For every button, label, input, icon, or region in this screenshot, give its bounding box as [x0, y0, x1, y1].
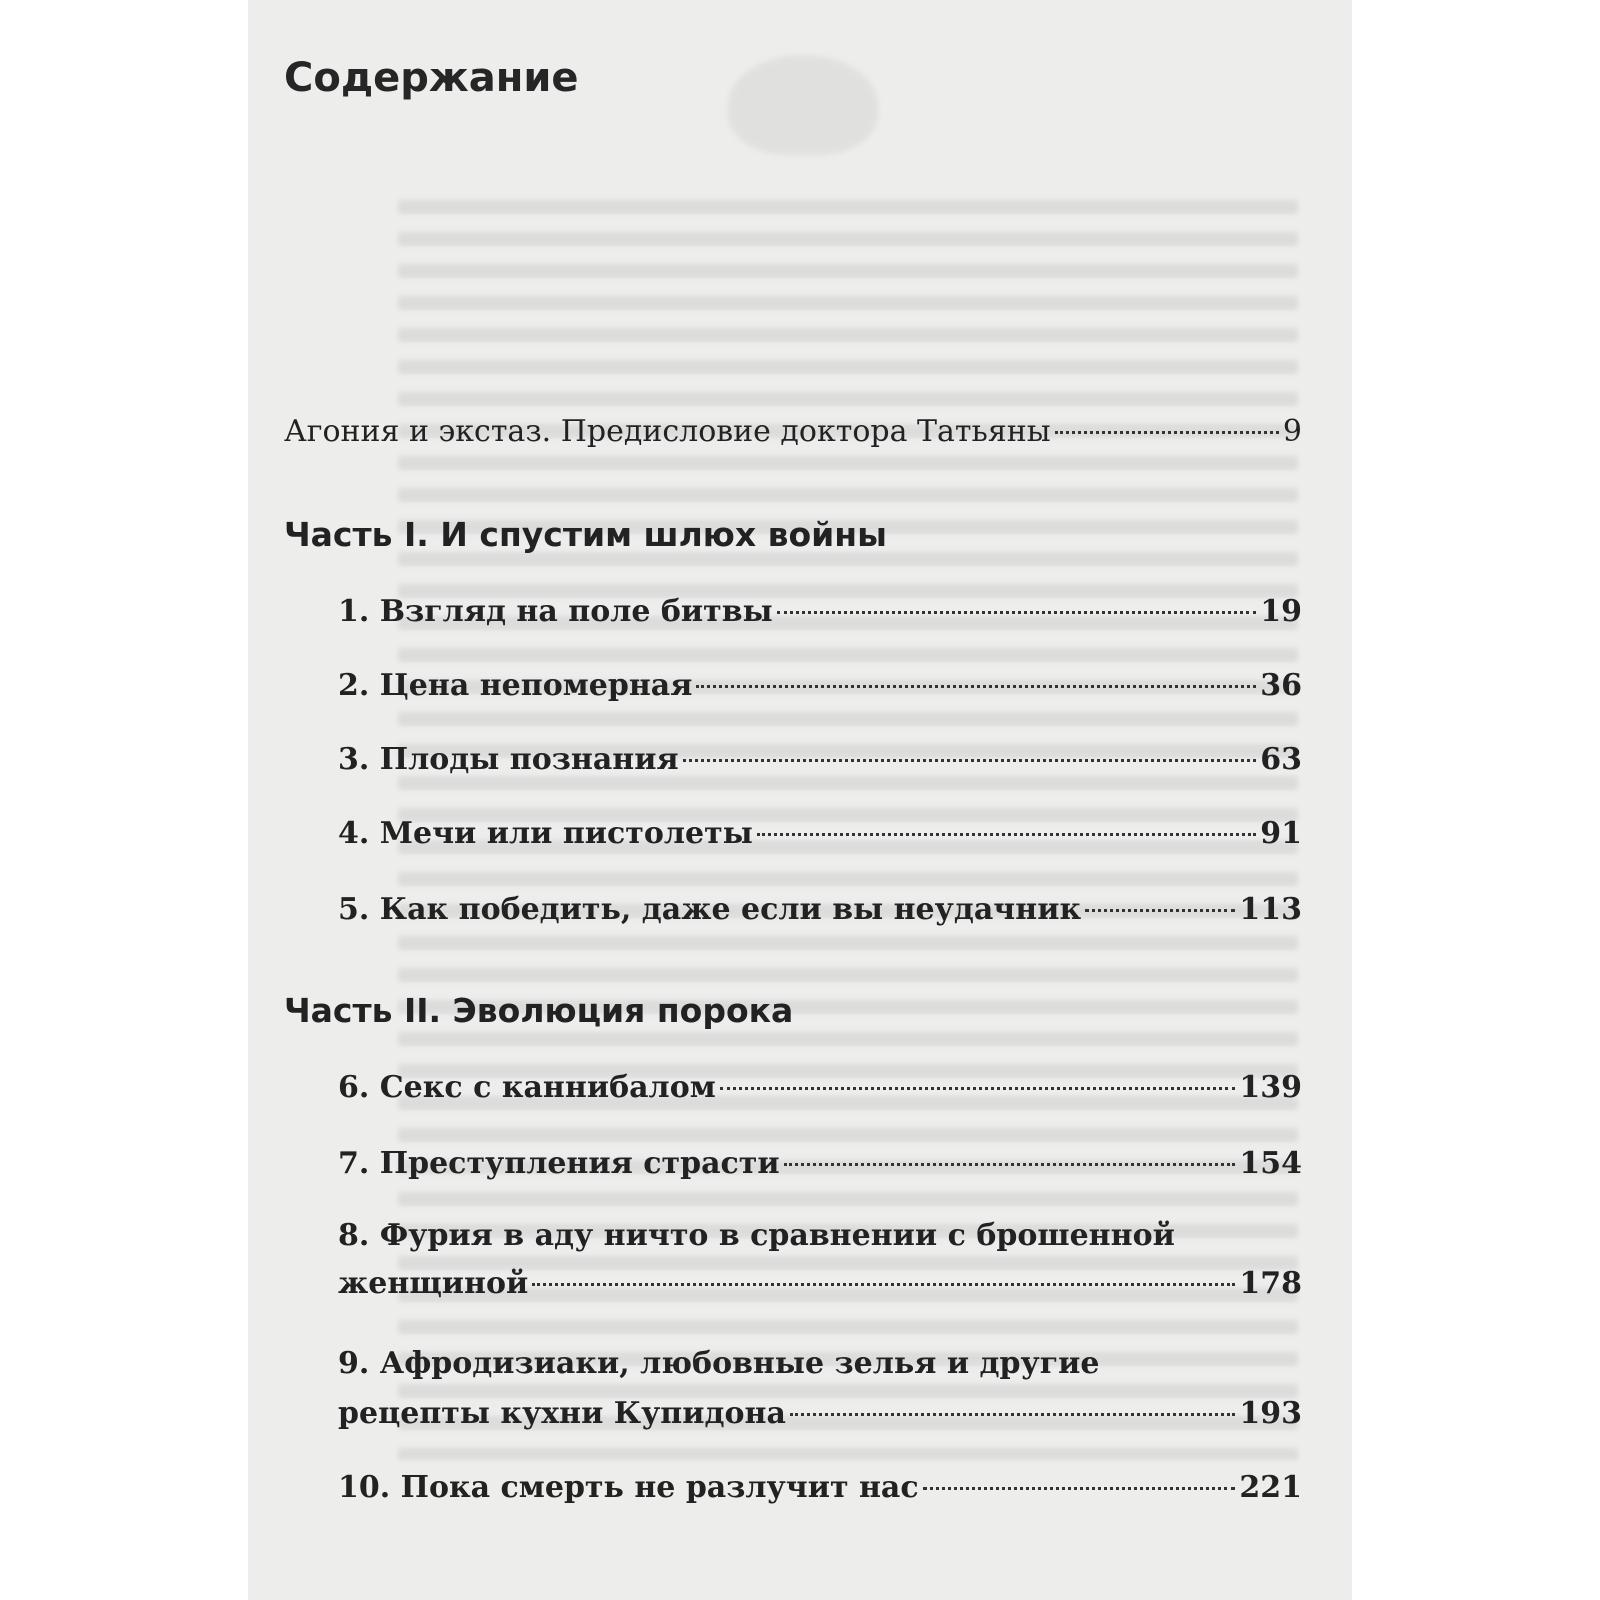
chapter-number: 10. [338, 1470, 391, 1505]
dot-leader [1055, 431, 1279, 434]
chapter-number: 5. [338, 892, 370, 927]
toc-entry-chapter-7 [338, 1142, 1302, 1186]
chapter-number: 1. [338, 594, 370, 629]
toc-entry-chapter-5 [338, 888, 1302, 932]
dot-leader [777, 611, 1257, 614]
chapter-page: 36 [1260, 668, 1302, 703]
chapter-title: Секс с каннибалом [379, 1070, 716, 1105]
chapter-title-line-1: Фурия в аду ничто в сравнении с брошенной [379, 1218, 1175, 1253]
chapter-page: 221 [1239, 1470, 1302, 1505]
part-heading-1: Часть I. И спустим шлюх войны [284, 515, 887, 554]
dot-leader [757, 833, 1256, 836]
toc-entry-preface [284, 410, 1302, 454]
toc-entry-chapter-3 [338, 738, 1302, 782]
chapter-title: Мечи или пистолеты [379, 816, 753, 851]
chapter-page: 19 [1260, 594, 1302, 629]
chapter-number: 4. [338, 816, 370, 851]
dot-leader [790, 1413, 1235, 1416]
toc-entry-chapter-10 [338, 1466, 1302, 1510]
toc-entry-chapter-8-line-1 [338, 1214, 1175, 1258]
publisher-logo-bleed [728, 55, 878, 155]
book-page [248, 0, 1352, 1600]
chapter-number: 7. [338, 1146, 370, 1181]
dot-leader [784, 1163, 1236, 1166]
chapter-page: 91 [1260, 816, 1302, 851]
chapter-page: 154 [1239, 1146, 1302, 1181]
dot-leader [532, 1283, 1235, 1286]
toc-entry-page: 9 [1282, 414, 1302, 449]
dot-leader [696, 685, 1256, 688]
toc-entry-chapter-9-line-1 [338, 1342, 1099, 1386]
chapter-title-line-2: женщиной [338, 1266, 529, 1301]
chapter-title: Цена непомерная [379, 668, 693, 703]
chapter-page: 113 [1239, 892, 1302, 927]
chapter-number: 3. [338, 742, 370, 777]
chapter-page: 63 [1260, 742, 1302, 777]
chapter-page: 178 [1239, 1266, 1302, 1301]
dot-leader [720, 1087, 1236, 1090]
chapter-number: 8. [338, 1218, 370, 1253]
chapter-title: Преступления страсти [379, 1146, 780, 1181]
chapter-title-line-2: рецепты кухни Купидона [338, 1396, 786, 1431]
toc-entry-chapter-9-line-2 [338, 1392, 1302, 1436]
chapter-page: 139 [1239, 1070, 1302, 1105]
toc-entry-chapter-6 [338, 1066, 1302, 1110]
chapter-title: Как победить, даже если вы неудачник [379, 892, 1082, 927]
chapter-title: Плоды познания [379, 742, 679, 777]
part-heading-2: Часть II. Эволюция порока [284, 991, 794, 1030]
chapter-title-line-1: Афродизиаки, любовные зелья и другие [379, 1346, 1100, 1381]
dot-leader [1085, 909, 1235, 912]
toc-entry-chapter-1 [338, 590, 1302, 634]
chapter-number: 6. [338, 1070, 370, 1105]
dot-leader [683, 759, 1257, 762]
dot-leader [923, 1487, 1236, 1490]
toc-entry-chapter-8-line-2 [338, 1262, 1302, 1306]
toc-entry-chapter-2 [338, 664, 1302, 708]
toc-entry-chapter-4 [338, 812, 1302, 856]
page-title: Содержание [284, 55, 579, 101]
toc-entry-title: Агония и экстаз. Предисловие доктора Татьяны [284, 414, 1051, 449]
chapter-number: 2. [338, 668, 370, 703]
chapter-title: Взгляд на поле битвы [379, 594, 773, 629]
chapter-number: 9. [338, 1346, 370, 1381]
chapter-title: Пока смерть не разлучит нас [400, 1470, 919, 1505]
chapter-page: 193 [1239, 1396, 1302, 1431]
